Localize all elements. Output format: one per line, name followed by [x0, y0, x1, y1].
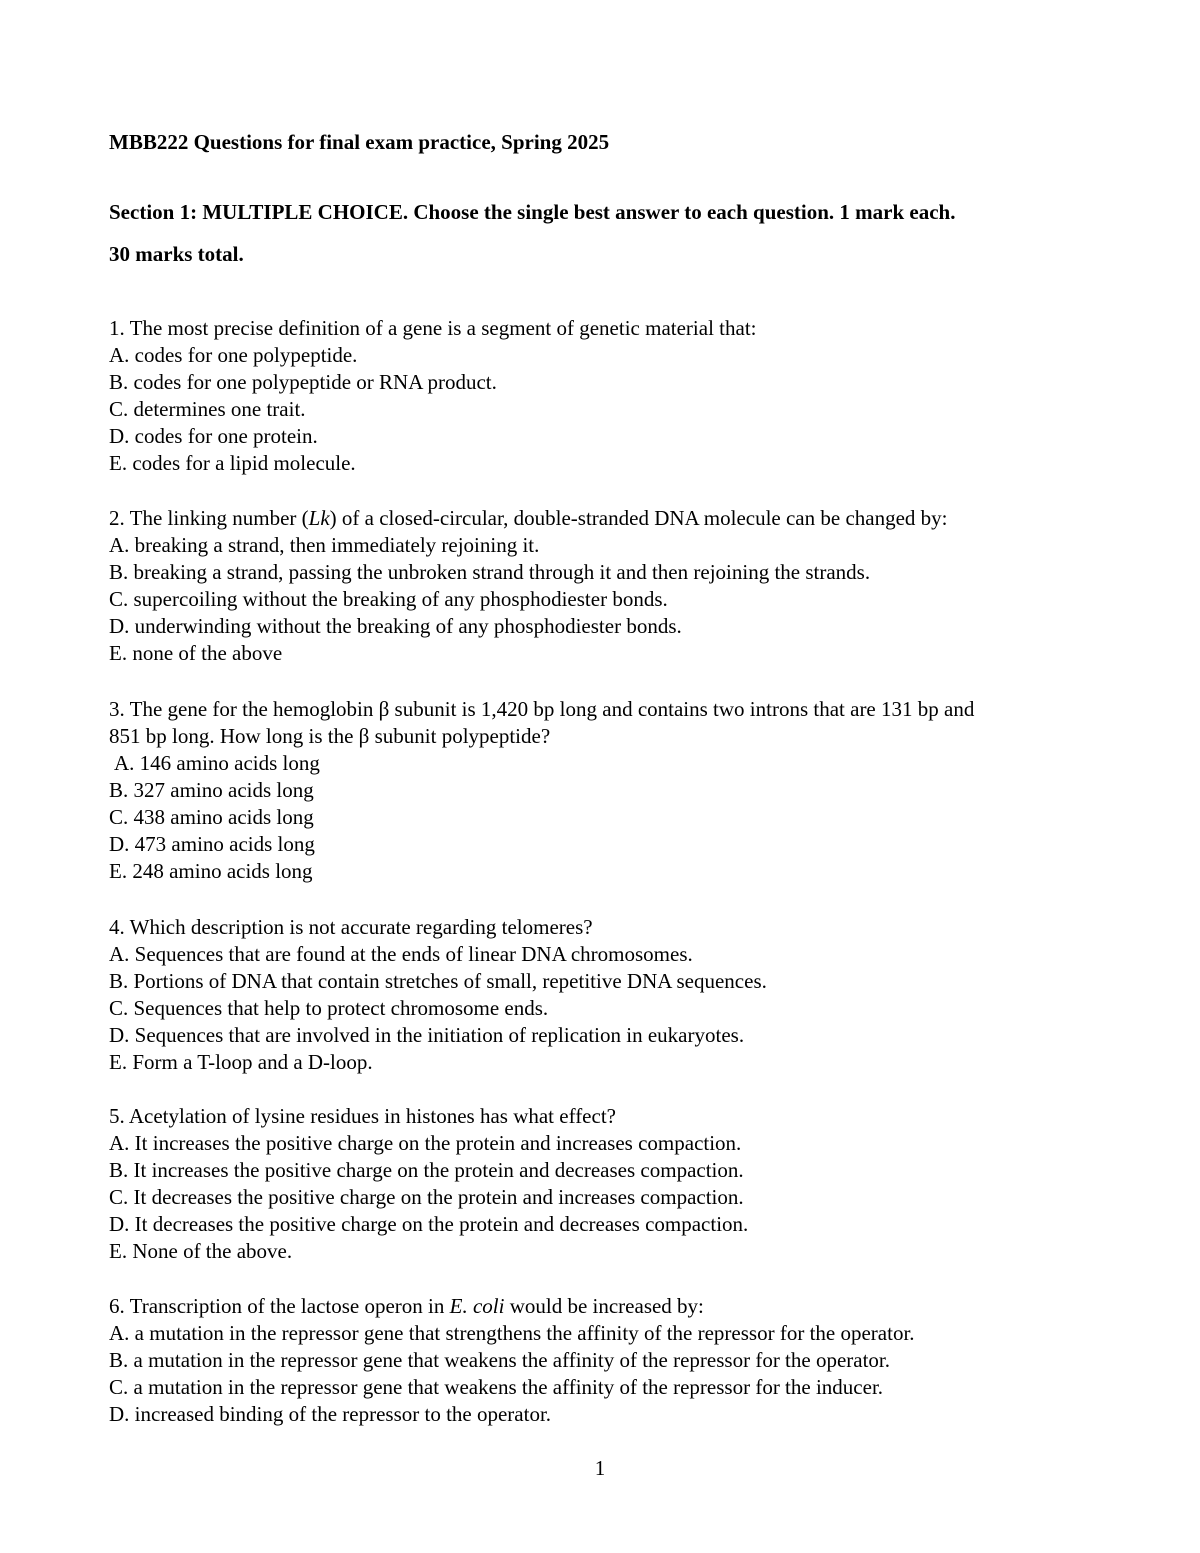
- answer-option: A. breaking a strand, then immediately rejoining it.: [109, 533, 540, 557]
- answer-option: E. none of the above: [109, 641, 283, 665]
- question-stem: 5. Acetylation of lysine residues in histones has what effect?: [109, 1104, 616, 1128]
- answer-option: D. increased binding of the repressor to the operator.: [109, 1402, 552, 1426]
- answer-option: B. breaking a strand, passing the unbroken strand through it and then rejoining the strands.: [109, 560, 871, 584]
- question-3: [109, 696, 1109, 885]
- question-6: [109, 1293, 1109, 1428]
- answer-option: E. Form a T-loop and a D-loop.: [109, 1050, 373, 1074]
- question-stem: [109, 505, 1109, 532]
- answer-option: C. determines one trait.: [109, 397, 306, 421]
- answer-option: C. Sequences that help to protect chromosome ends.: [109, 996, 549, 1020]
- answer-option: C. a mutation in the repressor gene that weakens the affinity of the repressor for the inducer.: [109, 1375, 884, 1399]
- answer-option: B. It increases the positive charge on the protein and decreases compaction.: [109, 1158, 744, 1182]
- page-number: 1: [594, 1456, 606, 1480]
- question-stem: 1. The most precise definition of a gene is a segment of genetic material that:: [109, 316, 757, 340]
- answer-option: E. None of the above.: [109, 1239, 293, 1263]
- answer-option: C. supercoiling without the breaking of any phosphodiester bonds.: [109, 587, 668, 611]
- answer-option: B. 327 amino acids long: [109, 778, 314, 802]
- question-2: [109, 505, 1109, 667]
- question-1: [109, 315, 1109, 477]
- answer-option: A. a mutation in the repressor gene that strengthens the affinity of the repressor for the operator.: [109, 1321, 915, 1345]
- document-title: MBB222 Questions for final exam practice, Spring 2025: [109, 130, 610, 154]
- answer-option: D. 473 amino acids long: [109, 832, 315, 856]
- answer-option: A. It increases the positive charge on the protein and increases compaction.: [109, 1131, 742, 1155]
- question-stem-text: would be increased by:: [504, 1294, 704, 1318]
- section-marks-total: 30 marks total.: [109, 242, 244, 266]
- answer-option: D. underwinding without the breaking of any phosphodiester bonds.: [109, 614, 682, 638]
- question-stem-line-1: 3. The gene for the hemoglobin β subunit is 1,420 bp long and contains two introns that are 131 bp and: [109, 697, 975, 721]
- answer-option: A. Sequences that are found at the ends of linear DNA chromosomes.: [109, 942, 693, 966]
- question-stem-text: 2. The linking number (: [109, 506, 309, 530]
- answer-option: B. Portions of DNA that contain stretches of small, repetitive DNA sequences.: [109, 969, 767, 993]
- answer-option: D. codes for one protein.: [109, 424, 318, 448]
- question-4: [109, 914, 1109, 1076]
- question-stem-italic: Lk: [308, 506, 330, 530]
- answer-option: E. 248 amino acids long: [109, 859, 313, 883]
- answer-option: D. It decreases the positive charge on the protein and decreases compaction.: [109, 1212, 749, 1236]
- answer-option: C. 438 amino acids long: [109, 805, 314, 829]
- answer-option: A. 146 amino acids long: [114, 751, 320, 775]
- question-stem: [109, 1293, 1109, 1320]
- question-stem-italic: E. coli: [449, 1294, 505, 1318]
- answer-option: B. a mutation in the repressor gene that weakens the affinity of the repressor for the operator.: [109, 1348, 891, 1372]
- answer-option: C. It decreases the positive charge on the protein and increases compaction.: [109, 1185, 744, 1209]
- answer-option: B. codes for one polypeptide or RNA product.: [109, 370, 497, 394]
- question-stem-text: ) of a closed-circular, double-stranded DNA molecule can be changed by:: [329, 506, 948, 530]
- answer-option: D. Sequences that are involved in the initiation of replication in eukaryotes.: [109, 1023, 745, 1047]
- question-stem: 4. Which description is not accurate regarding telomeres?: [109, 915, 593, 939]
- question-stem-line-2: 851 bp long. How long is the β subunit polypeptide?: [109, 724, 551, 748]
- question-5: [109, 1103, 1109, 1265]
- question-stem-text: 6. Transcription of the lactose operon in: [109, 1294, 450, 1318]
- answer-option: A. codes for one polypeptide.: [109, 343, 358, 367]
- section-heading: Section 1: MULTIPLE CHOICE. Choose the single best answer to each question. 1 mark each.: [109, 200, 956, 224]
- answer-option: E. codes for a lipid molecule.: [109, 451, 356, 475]
